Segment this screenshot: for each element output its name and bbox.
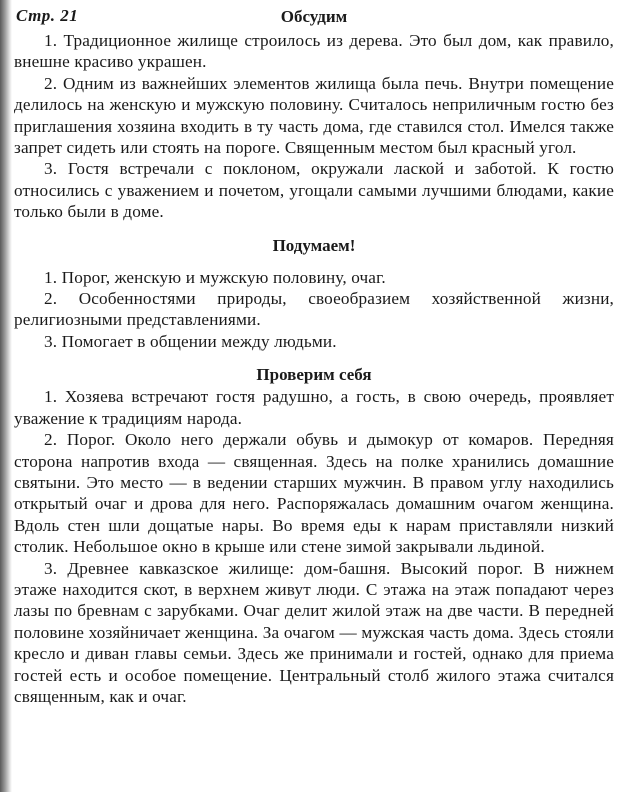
section-title-check: Проверим себя (256, 365, 372, 385)
section-check (14, 364, 614, 707)
section-title-discuss: Обсудим (280, 7, 348, 26)
section-title-think: Подумаем! (272, 235, 356, 255)
scan-shadow-edge (0, 0, 12, 792)
think-answer-3: 3. Помогает в общении между людьми. (44, 331, 337, 351)
check-answer-2: 2. Порог. Около него держали обувь и дымокур от комаров. Передняя сторона напротив входа — священная. Здесь на полке хранились домашние святыни. Это место — в ведении старших мужчин. В правом углу находились открытый очаг и дрова для него. Распоряжалась домашним очагом женщина. Вдоль стен шли дощатые нары. Во время еды к нарам приставляли низкий столик. Небольшое окно в крыше или стене зимой закрывали льдиной. (14, 430, 614, 557)
discuss-answer-3: 3. Гостя встречали с поклоном, окружали лаской и заботой. К гостю относились с уважением и почетом, угощали самыми лучшими блюдами, какие только были в доме. (14, 159, 614, 222)
think-answer-2: 2. Особенностями природы, своеобразием хозяйственной жизни, религиозными представлениями. (14, 289, 614, 330)
check-answer-1: 1. Хозяева встречают гостя радушно, а гость, в свою очередь, проявляет уважение к традициям народа. (14, 387, 614, 428)
section-think (14, 235, 614, 353)
think-answer-1: 1. Порог, женскую и мужскую половину, очаг. (44, 267, 386, 287)
section-discuss (14, 30, 614, 223)
check-answer-3: 3. Древнее кавказское жилище: дом-башня. Высокий порог. В нижнем этаже находится скот, в верхнем живут люди. С этажа на этаж попадают через лазы по бревнам с зарубками. Очаг делит жилой этаж на две части. В передней половине хозяйничает женщина. За очагом — мужская часть дома. Здесь стояли кресло и диван главы семьи. Здесь же принимали и гостей, однако для приема гостей есть и особое помещение. Центральный столб жилого этажа считался священным, как и очаг. (14, 558, 614, 706)
page-number: Стр. 21 (16, 6, 79, 25)
discuss-answer-1: 1. Традиционное жилище строилось из дерева. Это был дом, как правило, внешне красиво украшен. (14, 31, 614, 72)
page-header (14, 2, 614, 30)
discuss-answer-2: 2. Одним из важнейших элементов жилища была печь. Внутри помещение делилось на женскую и мужскую половину. Считалось неприличным гостю без приглашения хозяина входить в ту часть дома, где ставился стол. Имелся также запрет сидеть или стоять на пороге. Священным местом был красный угол. (14, 73, 614, 158)
textbook-page (14, 2, 614, 707)
